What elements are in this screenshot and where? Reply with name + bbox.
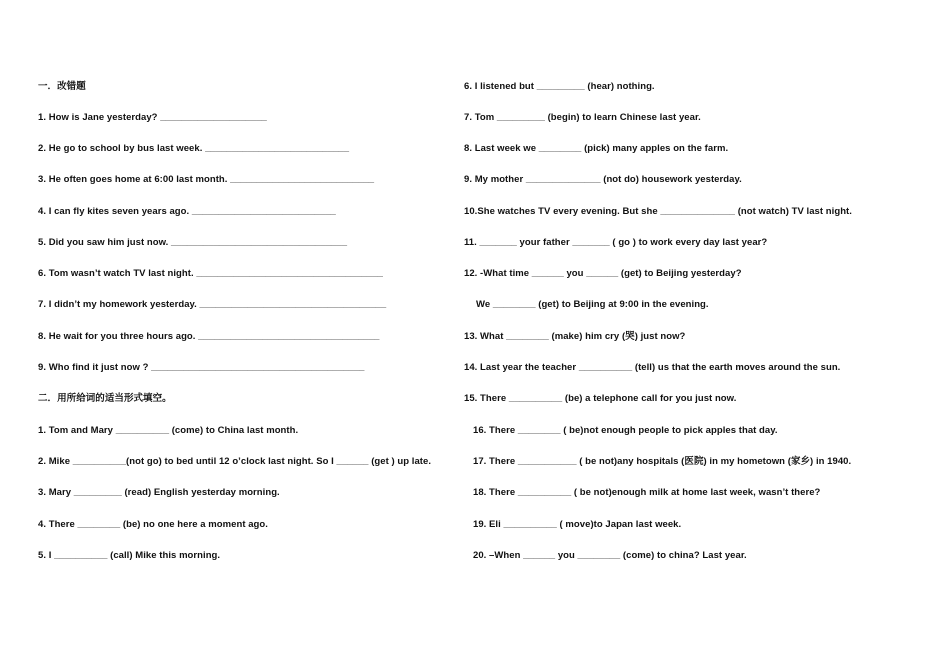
- question-line: 5. Did you saw him just now. _________________________________: [38, 237, 348, 248]
- question-line: 4. I can fly kites seven years ago. ___________________________: [38, 206, 336, 217]
- question-line: 11. _______ your father _______ ( go ) to work every day last year?: [464, 237, 768, 248]
- question-line: 19. Eli __________ ( move)to Japan last week.: [473, 519, 682, 530]
- question-line: 3. Mary _________ (read) English yesterday morning.: [38, 487, 280, 498]
- question-line: 2. He go to school by bus last week. ___________________________: [38, 143, 350, 154]
- question-line: 14. Last year the teacher __________ (tell) us that the earth moves around the sun.: [464, 362, 841, 373]
- question-line: 9. My mother ______________ (not do) housework yesterday.: [464, 174, 742, 185]
- question-line: 1. How is Jane yesterday? ____________________: [38, 112, 267, 123]
- question-line: 9. Who find it just now ? ________________________________________: [38, 362, 365, 373]
- question-line: 6. I listened but _________ (hear) nothing.: [464, 81, 655, 92]
- question-line: 4. There ________ (be) no one here a moment ago.: [38, 519, 268, 530]
- question-line: 7. Tom _________ (begin) to learn Chinese last year.: [464, 112, 701, 123]
- question-line: 18. There __________ ( be not)enough milk at home last week, wasn’t there?: [473, 487, 821, 498]
- question-line: We ________ (get) to Beijing at 9:00 in the evening.: [476, 299, 709, 310]
- question-line: 8. Last week we ________ (pick) many apples on the farm.: [464, 143, 729, 154]
- question-line: 13. What ________ (make) him cry (哭) just now?: [464, 331, 686, 342]
- question-line: 2. Mike __________(not go) to bed until 12 o’clock last night. So I ______ (get ) up late.: [38, 456, 432, 467]
- question-line: 17. There ___________ ( be not)any hospitals (医院) in my hometown (家乡) in 1940.: [473, 456, 852, 467]
- question-line: 5. I __________ (call) Mike this morning.: [38, 550, 221, 561]
- question-line: 20. –When ______ you ________ (come) to china? Last year.: [473, 550, 747, 561]
- question-line: 12. -What time ______ you ______ (get) to Beijing yesterday?: [464, 268, 742, 279]
- question-line: 6. Tom wasn’t watch TV last night. ___________________________________: [38, 268, 384, 279]
- question-line: 3. He often goes home at 6:00 last month. ___________________________: [38, 174, 375, 185]
- question-line: 16. There ________ ( be)not enough people to pick apples that day.: [473, 425, 778, 436]
- question-line: 15. There __________ (be) a telephone call for you just now.: [464, 393, 737, 404]
- section-heading-fill-in: 二．用所给词的适当形式填空。: [38, 393, 172, 404]
- section-heading-correction: 一．改错题: [38, 81, 86, 92]
- question-line: 8. He wait for you three hours ago. __________________________________: [38, 331, 380, 342]
- question-line: 7. I didn’t my homework yesterday. ___________________________________: [38, 299, 387, 310]
- question-line: 1. Tom and Mary __________ (come) to China last month.: [38, 425, 299, 436]
- question-line: 10.She watches TV every evening. But she ______________ (not watch) TV last night.: [464, 206, 852, 217]
